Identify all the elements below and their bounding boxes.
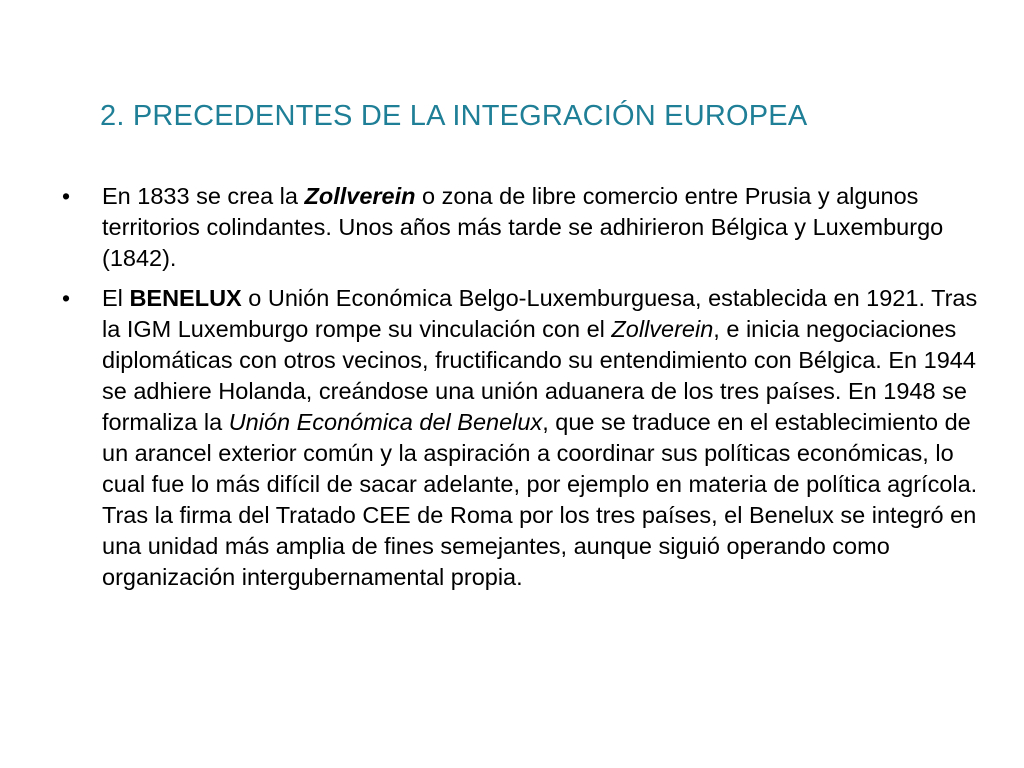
text-run: El	[102, 285, 130, 311]
emphasis-bold-italic: Zollverein	[304, 183, 416, 209]
emphasis-italic: Zollverein	[611, 316, 714, 342]
text-run: o zona de libre comercio entre Prusia y algunos territorios colindantes. Unos años más tarde se adhirieron Bélgica y Luxemburgo (1842).	[102, 183, 944, 271]
bullet-text	[102, 183, 943, 271]
emphasis-italic: Unión Económica del Benelux	[228, 409, 543, 435]
text-run: o Unión Económica Belgo-Luxemburguesa, establecida en 1921. Tras la IGM Luxemburgo rompe su vinculación con el	[102, 285, 978, 342]
bullet-list	[0, 181, 1024, 602]
text-run: , e inicia negociaciones diplomáticas con otros vecinos, fructificando su entendimiento con Bélgica. En 1944 se adhiere Holanda, creándose una unión aduanera de los tres países. En 1948 se formaliza la	[102, 316, 976, 435]
text-run: En 1833 se crea la	[102, 183, 305, 209]
bullet-item-benelux	[0, 283, 982, 593]
bullet-dot-icon: •	[62, 183, 71, 209]
bullet-text	[102, 285, 977, 590]
emphasis-bold: BENELUX	[129, 285, 242, 311]
slide-title: 2. PRECEDENTES DE LA INTEGRACIÓN EUROPEA	[100, 100, 808, 132]
bullet-dot-icon: •	[62, 285, 71, 311]
bullet-item-zollverein	[0, 181, 982, 274]
text-run: , que se traduce en el establecimiento de un arancel exterior común y la aspiración a coordinar sus políticas económicas, lo cual fue lo más difícil de sacar adelante, por ejemplo en materia de política agrícola. Tras la firma del Tratado CEE de Roma por los tres países, el Benelux se integró en una unidad más amplia de fines semejantes, aunque siguió operando como organización intergubernamental propia.	[102, 409, 978, 590]
